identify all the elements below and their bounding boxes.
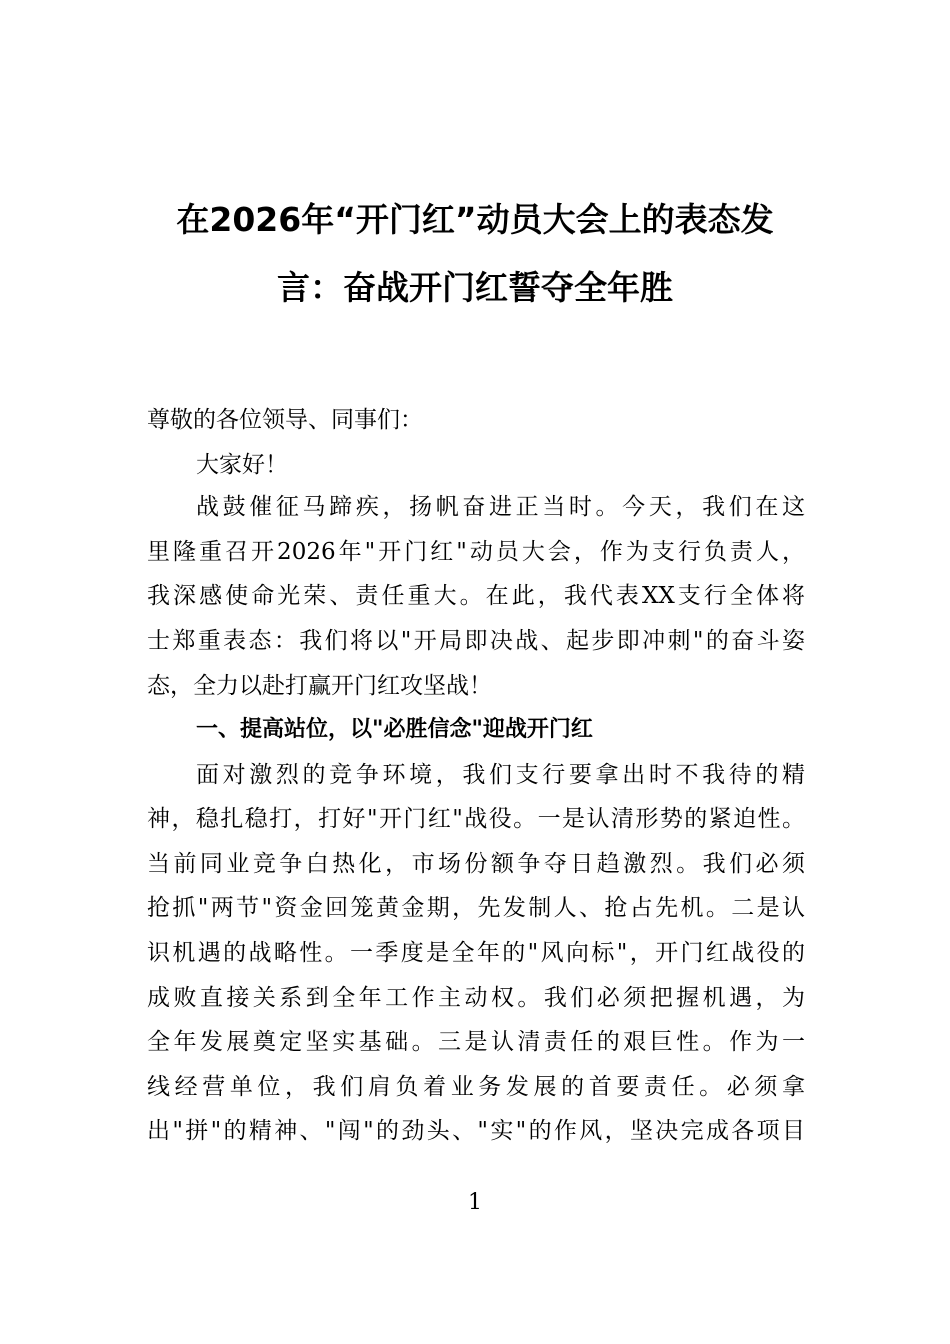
greeting: 大家好！ [196, 452, 288, 478]
salutation: 尊敬的各位领导、同事们： [147, 407, 423, 433]
document-title-line-1: 在2026年“开门红”动员大会上的表态发 [176, 200, 774, 239]
intro-line: 里隆重召开2026年"开门红"动员大会，作为支行负责人， [147, 539, 805, 565]
section-line: 当前同业竞争白热化，市场份额争夺日趋激烈。我们必须 [147, 851, 805, 877]
section-line: 全年发展奠定坚实基础。三是认清责任的艰巨性。作为一 [147, 1029, 805, 1055]
section-line: 神，稳扎稳打，打好"开门红"战役。一是认清形势的紧迫性。 [147, 806, 805, 832]
section-line: 成败直接关系到全年工作主动权。我们必须把握机遇，为 [147, 985, 805, 1011]
intro-line: 态，全力以赴打赢开门红攻坚战！ [147, 673, 492, 699]
section-line: 出"拼"的精神、"闯"的劲头、"实"的作风，坚决完成各项目 [147, 1118, 805, 1144]
section-line: 面对激烈的竞争环境，我们支行要拿出时不我待的精 [196, 762, 805, 788]
intro-line: 战鼓催征马蹄疾，扬帆奋进正当时。今天，我们在这 [196, 494, 805, 520]
section-line: 线经营单位，我们肩负着业务发展的首要责任。必须拿 [147, 1074, 805, 1100]
intro-line: 我深感使命光荣、责任重大。在此，我代表XX支行全体将 [147, 583, 805, 609]
document-title-line-2: 言：奋战开门红誓夺全年胜 [277, 268, 673, 307]
section-line: 抢抓"两节"资金回笼黄金期，先发制人、抢占先机。二是认 [147, 895, 805, 921]
section-line: 识机遇的战略性。一季度是全年的"风向标"，开门红战役的 [147, 940, 805, 966]
section-heading: 一、提高站位，以"必胜信念"迎战开门红 [196, 717, 593, 742]
page-number: 1 [468, 1190, 482, 1215]
intro-line: 士郑重表态：我们将以"开局即决战、起步即冲刺"的奋斗姿 [147, 628, 805, 654]
